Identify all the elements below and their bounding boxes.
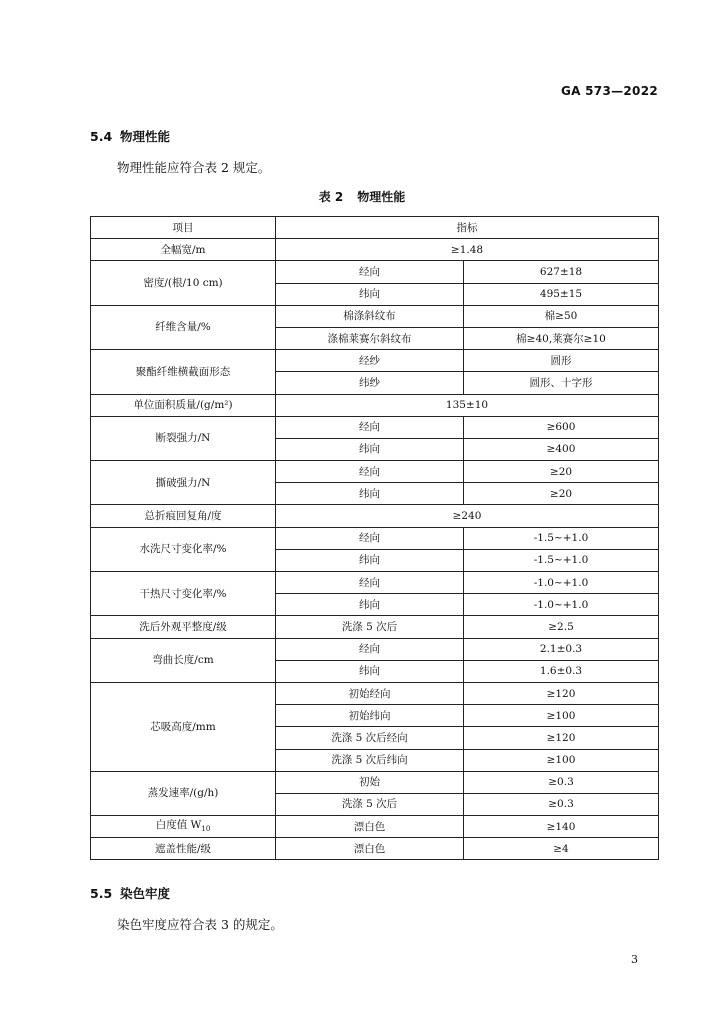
section-heading-5-4 [90, 127, 170, 145]
sub-label-cell: 纬向 [276, 283, 464, 305]
table-row [91, 239, 659, 261]
sub-label-cell: 纬向 [276, 483, 464, 505]
value-cell: 圆形、十字形 [464, 372, 659, 394]
value-cell: -1.0~+1.0 [464, 572, 659, 594]
value-cell: 圆形 [464, 350, 659, 372]
item-cell: 单位面积质量/(g/m²) [91, 394, 276, 416]
table-row [91, 461, 659, 483]
item-cell: 洗后外观平整度/级 [91, 616, 276, 638]
section-paragraph-5-4: 物理性能应符合表 2 规定。 [117, 160, 271, 175]
item-cell: 密度/(根/10 cm) [91, 261, 276, 305]
item-cell: 弯曲长度/cm [91, 638, 276, 682]
table-row [91, 572, 659, 594]
item-cell: 撕破强力/N [91, 461, 276, 505]
table-row [91, 616, 659, 638]
table-row [91, 261, 659, 283]
header-index: 指标 [276, 217, 659, 239]
value-cell: 棉≥40,莱赛尔≥10 [464, 327, 659, 349]
section-title: 物理性能 [120, 129, 171, 144]
item-cell: 芯吸高度/mm [91, 682, 276, 771]
table-caption-title: 物理性能 [357, 190, 406, 204]
item-cell: 水洗尺寸变化率/% [91, 527, 276, 571]
table-row [91, 638, 659, 660]
value-cell: 1.6±0.3 [464, 660, 659, 682]
value-cell: ≥0.3 [464, 771, 659, 793]
item-cell [91, 816, 276, 838]
item-cell: 干热尺寸变化率/% [91, 572, 276, 616]
sub-label-cell: 经向 [276, 638, 464, 660]
header-item: 项目 [91, 217, 276, 239]
sub-label-cell: 洗涤 5 次后经向 [276, 727, 464, 749]
table-body [91, 217, 659, 860]
sub-label-cell: 涤棉莱赛尔斜纹布 [276, 327, 464, 349]
sub-label-cell: 纬向 [276, 549, 464, 571]
value-cell: ≥2.5 [464, 616, 659, 638]
sub-label-cell: 纬纱 [276, 372, 464, 394]
value-cell: -1.5~+1.0 [464, 549, 659, 571]
table-row [91, 816, 659, 838]
sub-label-cell: 初始经向 [276, 682, 464, 704]
table-row [91, 682, 659, 704]
sub-label-cell: 经向 [276, 572, 464, 594]
section-heading-5-5 [90, 884, 170, 902]
value-cell: 627±18 [464, 261, 659, 283]
item-cell: 断裂强力/N [91, 416, 276, 460]
value-cell: ≥140 [464, 816, 659, 838]
value-cell: ≥0.3 [464, 793, 659, 815]
table-row [91, 416, 659, 438]
table-caption-number: 表 2 [318, 190, 344, 204]
value-cell: 135±10 [276, 394, 659, 416]
sub-label-cell: 棉涤斜纹布 [276, 305, 464, 327]
value-cell: 2.1±0.3 [464, 638, 659, 660]
table-caption [0, 188, 724, 205]
item-cell: 遮盖性能/级 [91, 838, 276, 860]
sub-label-cell: 初始 [276, 771, 464, 793]
item-cell: 聚酯纤维横截面形态 [91, 350, 276, 394]
table-row [91, 394, 659, 416]
sub-label-cell: 经纱 [276, 350, 464, 372]
item-text: 白度值 W [155, 818, 202, 831]
table-row [91, 350, 659, 372]
sub-label-cell: 洗涤 5 次后 [276, 616, 464, 638]
value-cell: ≥4 [464, 838, 659, 860]
sub-label-cell: 纬向 [276, 594, 464, 616]
table-row [91, 505, 659, 527]
value-cell: 棉≥50 [464, 305, 659, 327]
value-cell: ≥100 [464, 749, 659, 771]
sub-label-cell: 经向 [276, 261, 464, 283]
section-paragraph-5-5: 染色牢度应符合表 3 的规定。 [117, 917, 283, 932]
sub-label-cell: 经向 [276, 416, 464, 438]
item-cell: 总折痕回复角/度 [91, 505, 276, 527]
value-cell: ≥240 [276, 505, 659, 527]
table-header-row [91, 217, 659, 239]
value-cell: -1.0~+1.0 [464, 594, 659, 616]
sub-label-cell: 漂白色 [276, 816, 464, 838]
value-cell: ≥600 [464, 416, 659, 438]
sub-label-cell: 纬向 [276, 660, 464, 682]
item-cell: 纤维含量/% [91, 305, 276, 349]
value-cell: -1.5~+1.0 [464, 527, 659, 549]
table-row [91, 305, 659, 327]
sub-label-cell: 纬向 [276, 438, 464, 460]
sub-label-cell: 初始纬向 [276, 705, 464, 727]
section-number: 5.4 [90, 129, 113, 144]
value-cell: ≥120 [464, 682, 659, 704]
standard-number: GA 573—2022 [560, 84, 658, 98]
section-title: 染色牢度 [120, 886, 171, 901]
value-cell: ≥1.48 [276, 239, 659, 261]
value-cell: ≥120 [464, 727, 659, 749]
sub-label-cell: 洗涤 5 次后 [276, 793, 464, 815]
item-cell: 全幅宽/m [91, 239, 276, 261]
page-number: 3 [631, 953, 638, 966]
value-cell: ≥100 [464, 705, 659, 727]
item-cell: 蒸发速率/(g/h) [91, 771, 276, 815]
value-cell: 495±15 [464, 283, 659, 305]
table-row [91, 838, 659, 860]
sub-label-cell: 洗涤 5 次后纬向 [276, 749, 464, 771]
table-row [91, 771, 659, 793]
sub-label-cell: 经向 [276, 461, 464, 483]
value-cell: ≥400 [464, 438, 659, 460]
value-cell: ≥20 [464, 461, 659, 483]
physical-properties-table [90, 216, 659, 860]
item-subscript: 10 [201, 824, 211, 833]
section-number: 5.5 [90, 886, 113, 901]
table-row [91, 527, 659, 549]
sub-label-cell: 经向 [276, 527, 464, 549]
sub-label-cell: 漂白色 [276, 838, 464, 860]
value-cell: ≥20 [464, 483, 659, 505]
